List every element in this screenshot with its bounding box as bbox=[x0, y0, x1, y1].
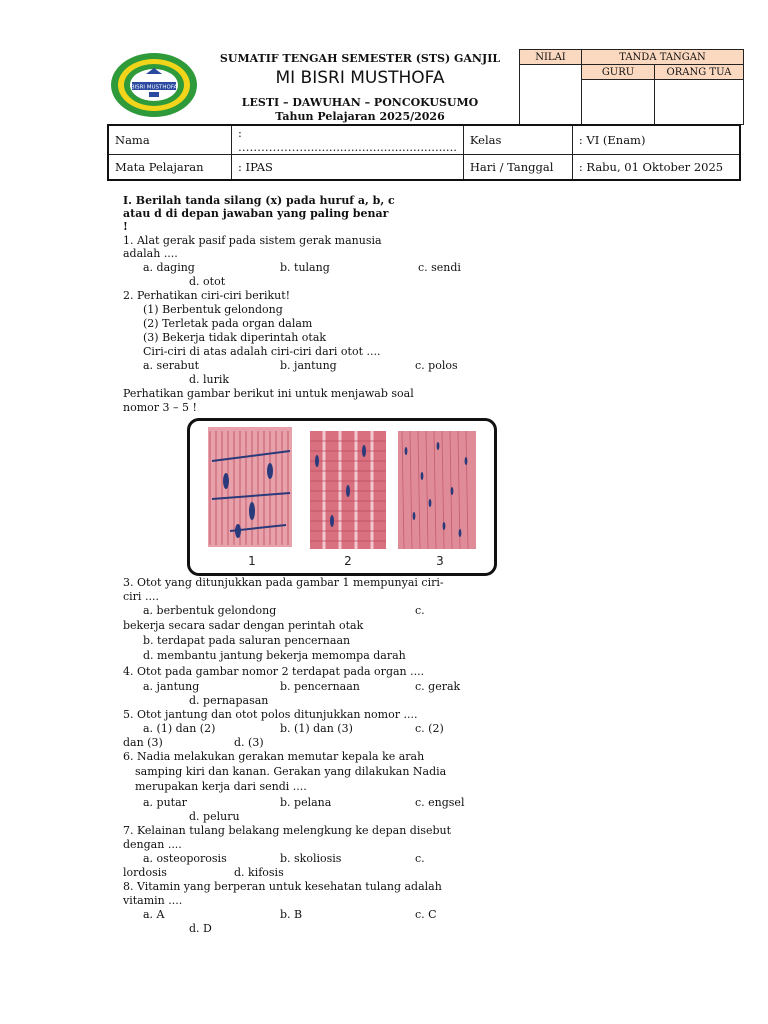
q6-text-1: 6. Nadia melakukan gerakan memutar kepala ke arah bbox=[123, 750, 425, 763]
q7-option-c[interactable]: c. bbox=[415, 852, 425, 865]
kelas-label: Kelas bbox=[463, 125, 572, 155]
q6-option-d[interactable]: d. peluru bbox=[189, 810, 240, 823]
muscle-image-3 bbox=[398, 431, 476, 549]
instruction-line-1: I. Berilah tanda silang (x) pada huruf a, b, c bbox=[123, 194, 395, 207]
academic-year: Tahun Pelajaran 2025/2026 bbox=[275, 110, 445, 123]
guru-signature-cell[interactable] bbox=[582, 80, 655, 125]
q1-text-1: 1. Alat gerak pasif pada sistem gerak manusia bbox=[123, 234, 382, 247]
q8-text-1: 8. Vitamin yang berperan untuk kesehatan tulang adalah bbox=[123, 880, 442, 893]
q7-text-1: 7. Kelainan tulang belakang melengkung ke depan disebut bbox=[123, 824, 452, 837]
nilai-header: NILAI bbox=[520, 50, 582, 65]
q3-option-b[interactable]: b. terdapat pada saluran pencernaan bbox=[143, 634, 351, 647]
q1-option-b[interactable]: b. tulang bbox=[280, 261, 330, 274]
figure-label-2: 2 bbox=[344, 554, 352, 568]
figure-label-3: 3 bbox=[436, 554, 444, 568]
q3-option-a[interactable]: a. berbentuk gelondong bbox=[143, 604, 277, 617]
mapel-value: : IPAS bbox=[232, 155, 464, 181]
figure-intro-2: nomor 3 – 5 ! bbox=[123, 401, 197, 414]
muscle-tissue-figure bbox=[187, 418, 497, 576]
q6-option-c[interactable]: c. engsel bbox=[415, 796, 465, 809]
q2-item-3: (3) Bekerja tidak diperintah otak bbox=[143, 331, 327, 344]
school-logo bbox=[110, 52, 198, 118]
mapel-label: Mata Pelajaran bbox=[108, 155, 232, 181]
grade-signature-box bbox=[519, 49, 744, 125]
q6-option-b[interactable]: b. pelana bbox=[280, 796, 332, 809]
q2-option-b[interactable]: b. jantung bbox=[280, 359, 337, 372]
school-address: LESTI – DAWUHAN – PONCOKUSUMO bbox=[241, 96, 479, 109]
q2-option-a[interactable]: a. serabut bbox=[143, 359, 200, 372]
school-name: MI BISRI MUSTHOFA bbox=[275, 68, 445, 88]
q5-option-d[interactable]: d. (3) bbox=[234, 736, 264, 749]
tanda-tangan-header: TANDA TANGAN bbox=[582, 50, 744, 65]
muscle-image-1 bbox=[208, 427, 292, 547]
nilai-cell[interactable] bbox=[520, 65, 582, 125]
q4-option-d[interactable]: d. pernapasan bbox=[189, 694, 269, 707]
q7-option-c-text: lordosis bbox=[123, 866, 167, 879]
q6-option-a[interactable]: a. putar bbox=[143, 796, 187, 809]
instruction-line-3: ! bbox=[123, 220, 128, 233]
figure-intro-1: Perhatikan gambar berikut ini untuk menjawab soal bbox=[123, 387, 414, 400]
muscle-image-2 bbox=[310, 431, 386, 549]
q1-text-2: adalah .... bbox=[123, 247, 178, 260]
q7-option-d[interactable]: d. kifosis bbox=[234, 866, 284, 879]
q2-item-2: (2) Terletak pada organ dalam bbox=[143, 317, 313, 330]
figure-label-1: 1 bbox=[248, 554, 256, 568]
exam-title: SUMATIF TENGAH SEMESTER (STS) GANJIL bbox=[219, 52, 501, 65]
q3-text-1: 3. Otot yang ditunjukkan pada gambar 1 mempunyai ciri- bbox=[123, 576, 444, 589]
q2-option-d[interactable]: d. lurik bbox=[189, 373, 230, 386]
q3-option-c-text: bekerja secara sadar dengan perintah otak bbox=[123, 619, 364, 632]
q3-option-d[interactable]: d. membantu jantung bekerja memompa darah bbox=[143, 649, 406, 662]
q1-option-d[interactable]: d. otot bbox=[189, 275, 226, 288]
q3-option-c[interactable]: c. bbox=[415, 604, 425, 617]
hari-value: : Rabu, 01 Oktober 2025 bbox=[572, 155, 740, 181]
student-info-table bbox=[107, 124, 741, 181]
q8-option-a[interactable]: a. A bbox=[143, 908, 165, 921]
q5-text-1: 5. Otot jantung dan otot polos ditunjukkan nomor .... bbox=[123, 708, 418, 721]
q5-option-c-text: dan (3) bbox=[123, 736, 163, 749]
orang-tua-signature-cell[interactable] bbox=[655, 80, 744, 125]
hari-label: Hari / Tanggal bbox=[463, 155, 572, 181]
q4-text-1: 4. Otot pada gambar nomor 2 terdapat pada organ .... bbox=[123, 665, 425, 678]
q5-option-a[interactable]: a. (1) dan (2) bbox=[143, 722, 216, 735]
instruction-line-2: atau d di depan jawaban yang paling benar bbox=[123, 207, 389, 220]
q8-option-d[interactable]: d. D bbox=[189, 922, 212, 935]
q8-text-2: vitamin .... bbox=[123, 894, 183, 907]
q4-option-c[interactable]: c. gerak bbox=[415, 680, 461, 693]
q2-item-1: (1) Berbentuk gelondong bbox=[143, 303, 283, 316]
q1-option-c[interactable]: c. sendi bbox=[418, 261, 461, 274]
q7-option-b[interactable]: b. skoliosis bbox=[280, 852, 342, 865]
q2-text-2: Ciri-ciri di atas adalah ciri-ciri dari otot .... bbox=[143, 345, 381, 358]
orang-tua-header: ORANG TUA bbox=[655, 65, 744, 80]
q5-option-c[interactable]: c. (2) bbox=[415, 722, 444, 735]
q3-text-2: ciri .... bbox=[123, 590, 159, 603]
q2-option-c[interactable]: c. polos bbox=[415, 359, 458, 372]
q6-text-2: samping kiri dan kanan. Gerakan yang dilakukan Nadia bbox=[135, 765, 447, 778]
svg-text:BISRI MUSTHOFA: BISRI MUSTHOFA bbox=[130, 84, 178, 91]
q4-option-b[interactable]: b. pencernaan bbox=[280, 680, 360, 693]
nama-label: Nama bbox=[108, 125, 232, 155]
nama-field[interactable]: : ………………......................................... bbox=[232, 125, 464, 155]
q8-option-c[interactable]: c. C bbox=[415, 908, 437, 921]
guru-header: GURU bbox=[582, 65, 655, 80]
kelas-value: : VI (Enam) bbox=[572, 125, 740, 155]
q2-text-1: 2. Perhatikan ciri-ciri berikut! bbox=[123, 289, 291, 302]
q5-option-b[interactable]: b. (1) dan (3) bbox=[280, 722, 353, 735]
q1-option-a[interactable]: a. daging bbox=[143, 261, 195, 274]
q4-option-a[interactable]: a. jantung bbox=[143, 680, 200, 693]
q7-text-2: dengan .... bbox=[123, 838, 182, 851]
q8-option-b[interactable]: b. B bbox=[280, 908, 303, 921]
q7-option-a[interactable]: a. osteoporosis bbox=[143, 852, 227, 865]
q6-text-3: merupakan kerja dari sendi .... bbox=[135, 780, 307, 793]
